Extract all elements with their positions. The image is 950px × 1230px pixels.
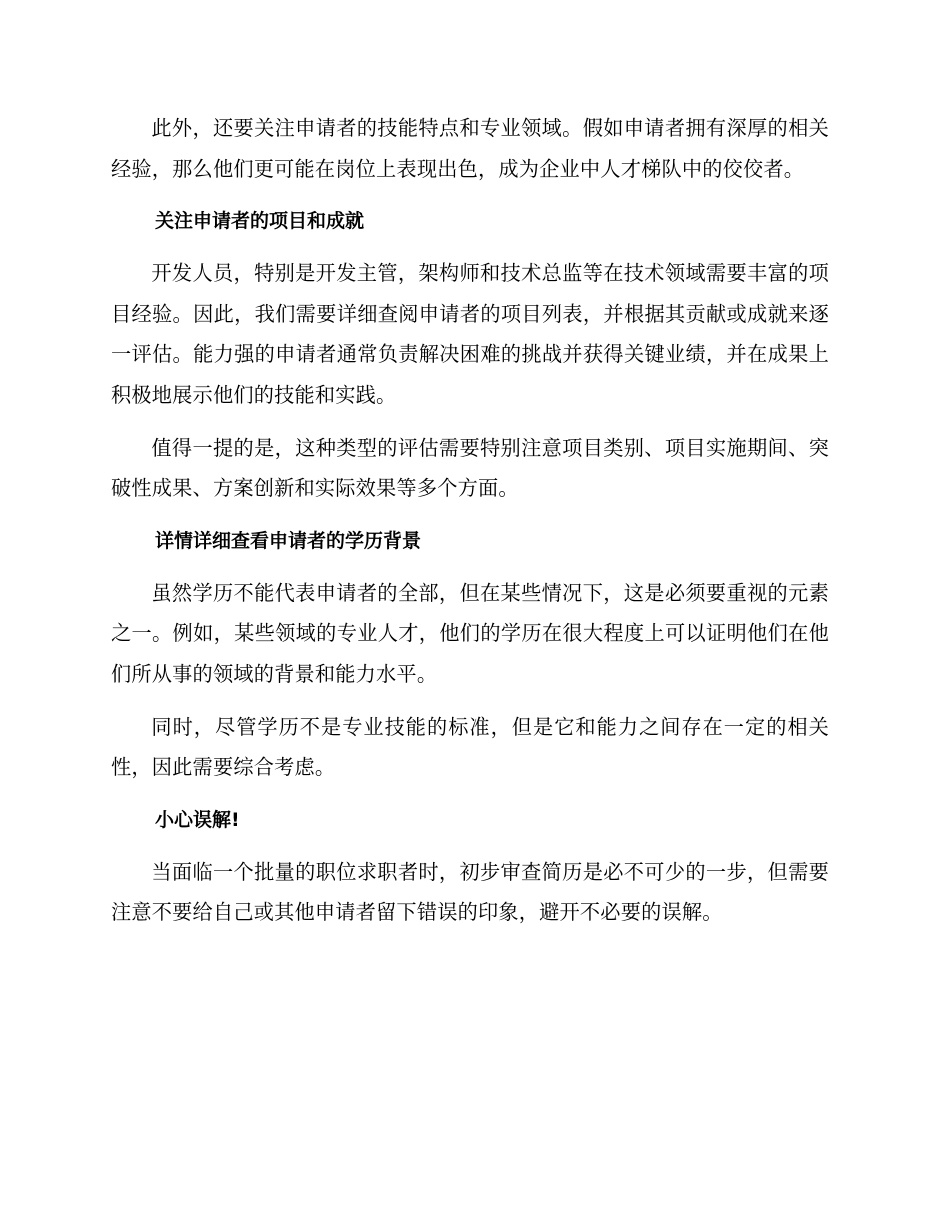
document-body xyxy=(111,108,829,945)
paragraph-education-importance: 虽然学历不能代表申请者的全部，但在某些情况下，这是必须要重视的元素之一。例如，某些领域的专业人才，他们的学历在很大程度上可以证明他们在他们所从事的领域的背景和能力水平。 xyxy=(111,580,829,686)
heading-projects-achievements: 关注申请者的项目和成就 xyxy=(155,210,365,233)
paragraph-project-experience: 开发人员，特别是开发主管，架构师和技术总监等在技术领域需要丰富的项目经验。因此，我们需要详细查阅申请者的项目列表，并根据其贡献或成就来逐一评估。能力强的申请者通常负责解决困难的挑战并获得关键业绩，并在成果上积极地展示他们的技能和实践。 xyxy=(111,261,829,407)
paragraph-screening-resumes: 当面临一个批量的职位求职者时，初步审查简历是必不可少的一步，但需要注意不要给自己或其他申请者留下错误的印象，避开不必要的误解。 xyxy=(111,859,829,925)
paragraph-evaluation-aspects: 值得一提的是，这种类型的评估需要特别注意项目类别、项目实施期间、突破性成果、方案创新和实际效果等多个方面。 xyxy=(111,435,829,501)
paragraph-skills-expertise: 此外，还要关注申请者的技能特点和专业领域。假如申请者拥有深厚的相关经验，那么他们更可能在岗位上表现出色，成为企业中人才梯队中的佼佼者。 xyxy=(111,116,829,181)
paragraph-education-correlation: 同时，尽管学历不是专业技能的标准，但是它和能力之间存在一定的相关性，因此需要综合考虑。 xyxy=(111,714,829,780)
heading-education-background: 详情详细查看申请者的学历背景 xyxy=(155,529,422,552)
heading-beware-misunderstanding: 小心误解! xyxy=(155,808,240,831)
